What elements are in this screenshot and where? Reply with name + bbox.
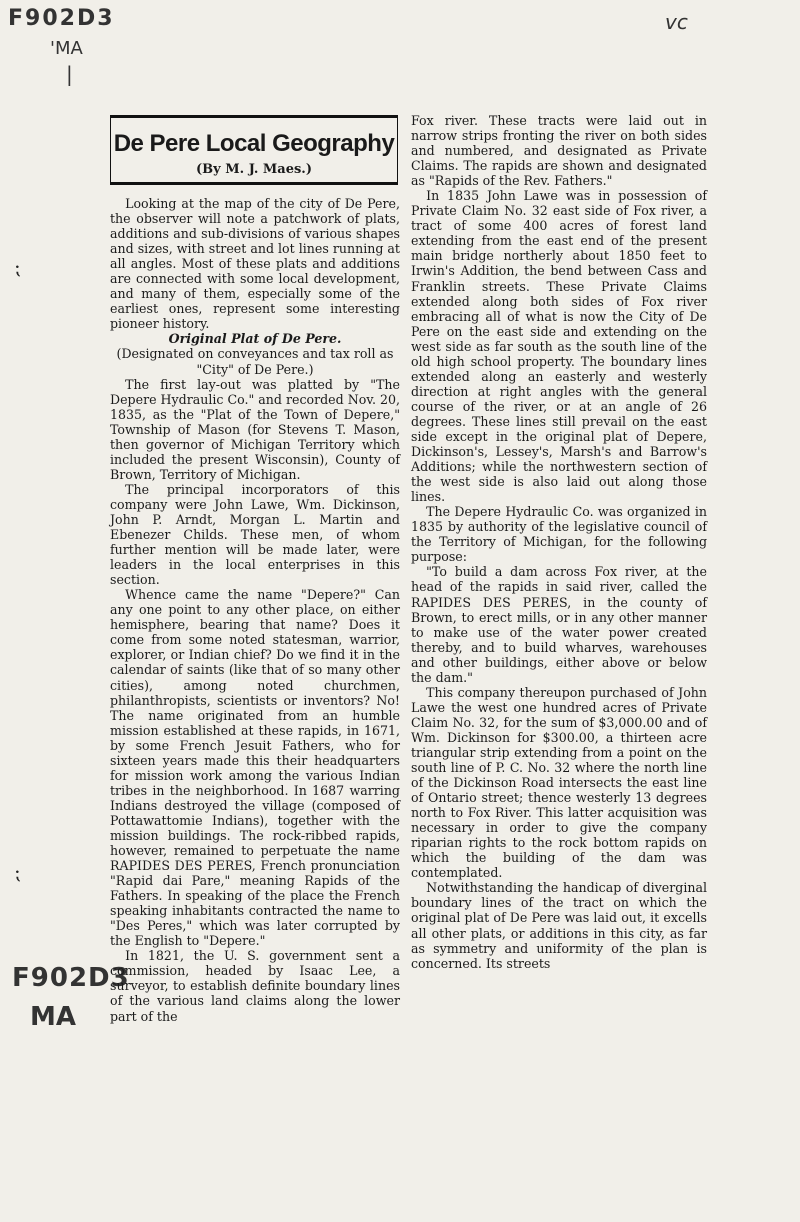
paragraph: This company thereupon purchased of John Lawe the west one hundred acres of Private Claim No. 32, for the sum of $3,000.00 and of Wm. Dickinson for $300.00, a thirteen acre triangular strip extending from a point on the south line of P. C. No. 32 where the north line of the Dickinson Road intersects the east line of Ontario street; thence westerly 13 degrees north to Fox River. This latter acquisition was necessary in order to give the company riparian rights to the rock bottom rapids on which the building of the dam was contemplated. <box>411 684 707 881</box>
paragraph: In 1835 John Lawe was in possession of Private Claim No. 32 east side of Fox river, a tract of some 400 acres of forest land extending from the east end of the present main bridge northerly about 1850 feet to Irwin's Addition, the bend between Cass and Franklin streets. These Private Claims extended along both sides of Fox river embracing all of what is now the City of De Pere on the east side and extending on the west side as far south as the south line of the old high school property. The boundary lines extended along an easterly and westerly direction at right angles with the general course of the river, or at an angle of 26 degrees. These lines still prevail on the east side except in the original plat of Depere, Dickinson's, Lessey's, Marsh's and Barrow's Additions; while the northwestern section of the west side is also laid out along those lines. <box>411 188 707 505</box>
handwritten-ma-margin: MA <box>30 1002 76 1032</box>
quotation: "To build a dam across Fox river, at the head of the rapids in said river, called the RAPIDES DES PERES, in the county of Brown, to erect mills, or in any other manner to make use of the water power created thereby, and to build wharves, warehouses and other buildings, either above or below the dam." <box>411 564 707 685</box>
margin-tick-mark: ⁏ <box>14 860 21 884</box>
paragraph: Fox river. These tracts were laid out in narrow strips fronting the river on both sides and numbered, and designated as Private Claims. The rapids are shown and designated as "Rapids of the Rev. Fathers." <box>411 113 707 189</box>
article-byline: (By M. J. Maes.) <box>196 162 312 177</box>
paragraph: Notwithstanding the handicap of diverginal boundary lines of the tract on which the original plat of De Pere was laid out, it excells all other plats, or additions in this city, as far as symmetry and uniformity of the plan is concerned. Its streets <box>411 880 707 971</box>
headline-box <box>110 115 398 185</box>
section-subheading: (Designated on conveyances and tax roll as "City" of De Pere.) <box>116 346 394 377</box>
paragraph: Whence came the name "Depere?" Can any one point to any other place, on either hemisphere, bearing that name? Does it come from some noted statesman, warrior, explorer, or Indian chief? Do we find it in the calendar of saints (like that of so many other cities), among noted churchmen, philanthropists, scientists or inventors? No! The name originated from an humble mission established at these rapids, in 1671, by some French Jesuit Fathers, who for sixteen years made this their headquarters for mission work among the various Indian tribes in the neighborhood. In 1687 warring Indians destroyed the village (composed of Pottawattomie Indians), together with the mission buildings. The rock-ribbed rapids, however, remained to perpetuate the name RAPIDES DES PERES, French pronunciation "Rapid dai Pare," meaning Rapids of the Fathers. In speaking of the place the French speaking inhabitants contracted the name to "Des Peres," which was later corrupted by the English to "Depere." <box>110 587 400 949</box>
paragraph: The Depere Hydraulic Co. was organized in 1835 by authority of the legislative council of the Territory of Michigan, for the following purpose: <box>411 504 707 565</box>
handwritten-code-margin: F902D3 <box>12 963 130 993</box>
paragraph: The principal incorporators of this company were John Lawe, Wm. Dickinson, John P. Arndt, Morgan L. Martin and Ebenezer Childs. These men, of whom further mention will be made later, were leaders in the local enterprises in this section. <box>110 481 400 588</box>
article-title: De Pere Local Geography <box>113 130 395 157</box>
handwritten-corner-note: vc <box>665 10 688 34</box>
paragraph: The first lay-out was platted by "The Depere Hydraulic Co." and recorded Nov. 20, 1835, as the "Plat of the Town of Depere," Township of Mason (for Stevens T. Mason, then governor of Michigan Territory which included the present Wisconsin), County of Brown, Territory of Michigan. <box>110 376 400 482</box>
margin-tick-mark: ⁏ <box>14 255 21 279</box>
paragraph: In 1821, the U. S. government sent a commission, headed by Isaac Lee, a surveyor, to establish definite boundary lines of the various land claims along the lower part of the <box>110 948 400 1024</box>
handwritten-code-top: F902D3 <box>8 6 115 31</box>
handwritten-ma-top: 'MA <box>50 38 83 59</box>
left-column <box>110 196 400 1024</box>
handwritten-mark-top: | <box>66 62 73 86</box>
right-column <box>411 113 707 971</box>
paragraph: Looking at the map of the city of De Pere, the observer will note a patchwork of plats, additions and sub-divisions of various shapes and sizes, with street and lot lines running at all angles. Most of these plats and additions are connected with some local development, and many of them, especially some of the earliest ones, represent some interesting pioneer history. <box>110 196 400 332</box>
section-heading: Original Plat of De Pere. <box>168 331 342 347</box>
